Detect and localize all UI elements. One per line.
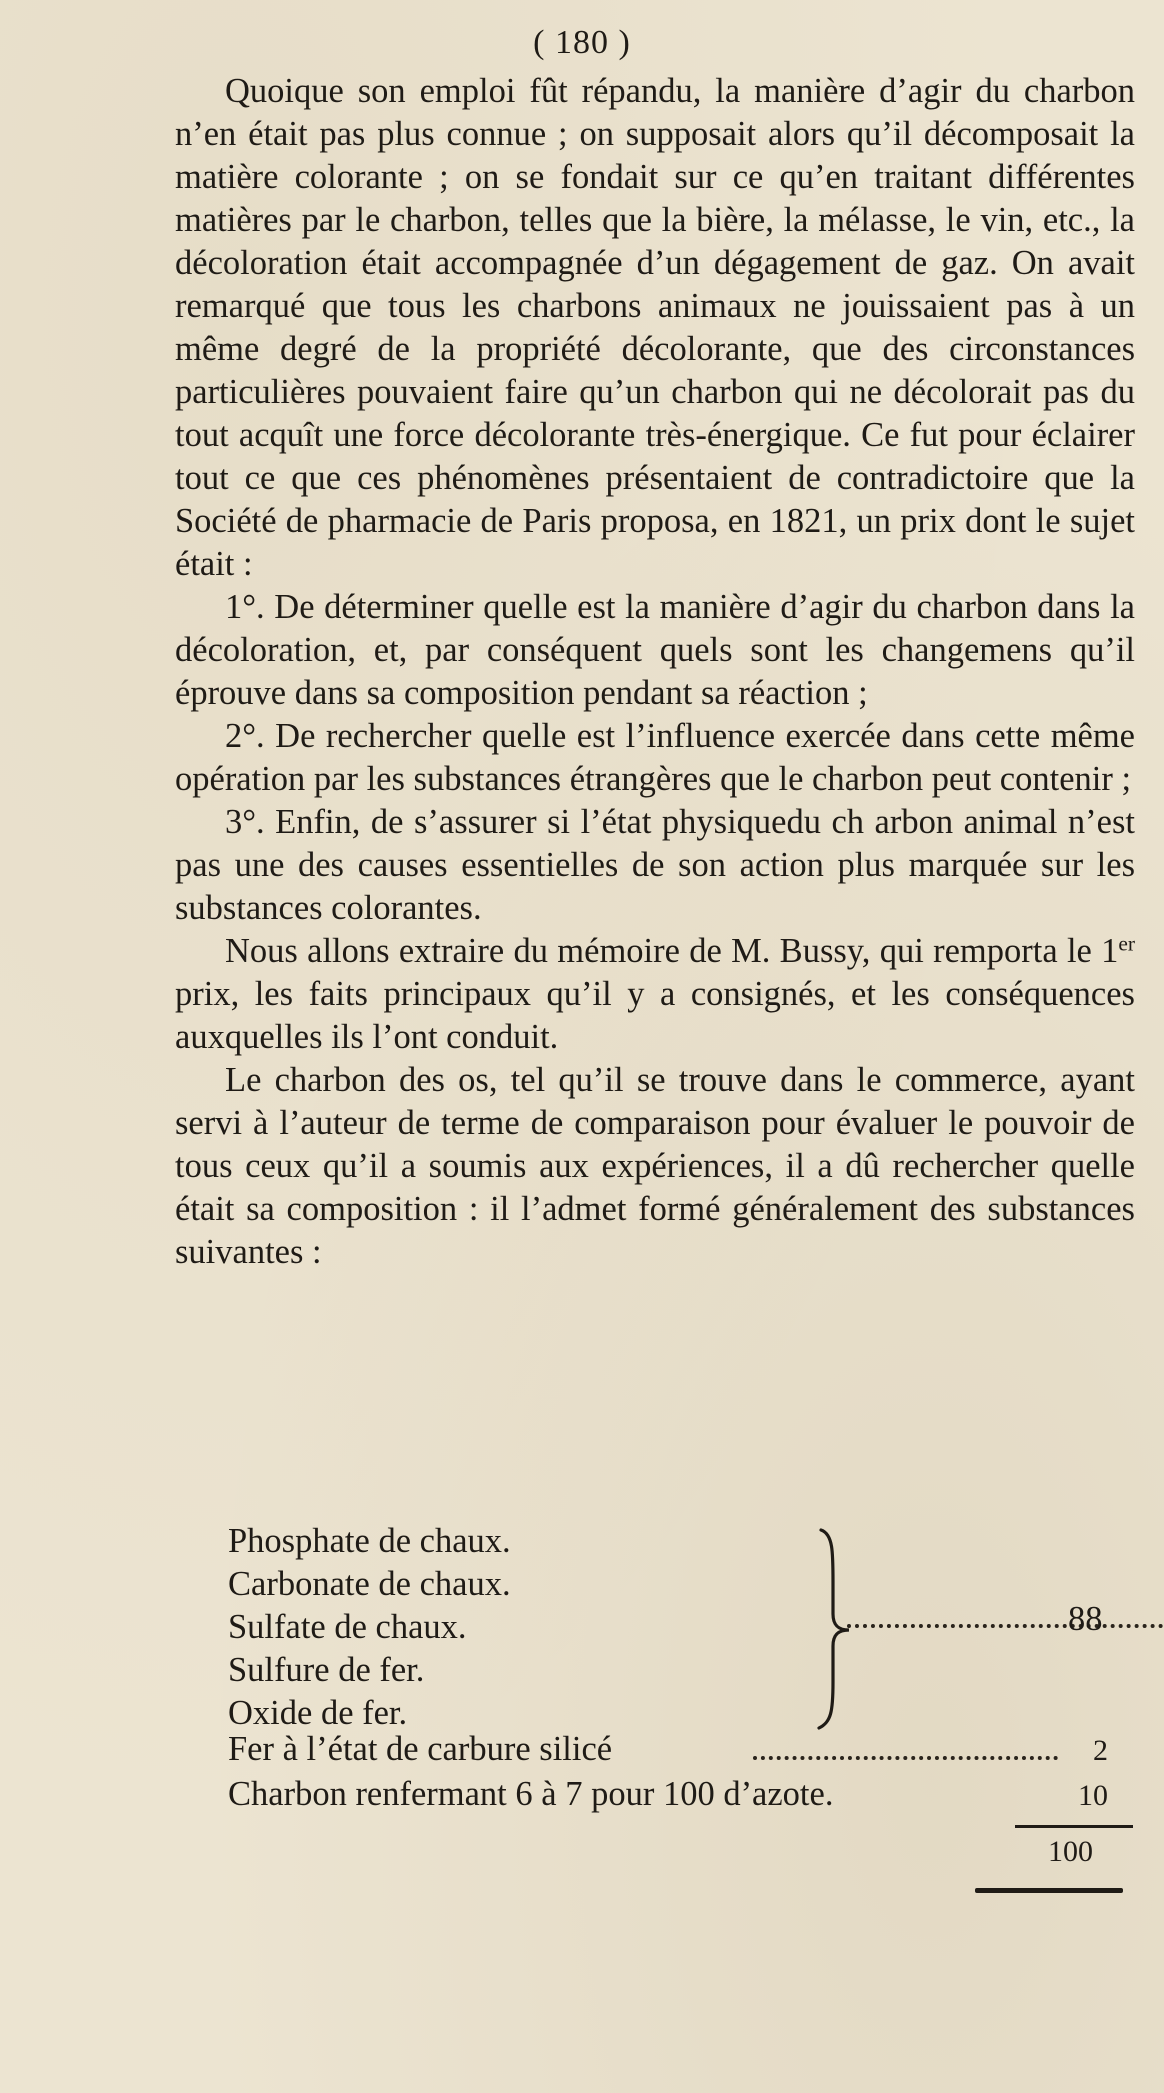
- superscript-er: er: [1118, 931, 1135, 956]
- dot-leader: [753, 1756, 1058, 1760]
- composition-group: [175, 1522, 1135, 1737]
- composition-line-label: Fer à l’état de carbure silicé: [228, 1730, 613, 1768]
- composition-item: Phosphate de chaux.: [228, 1522, 511, 1560]
- total-double-rule: [975, 1888, 1123, 1893]
- curly-brace-icon: [815, 1522, 855, 1737]
- composition-line: [228, 1775, 1108, 1819]
- composition-item: Sulfate de chaux.: [228, 1608, 467, 1646]
- paragraph-bussy: [175, 930, 1135, 1059]
- composition-total: 100: [1048, 1835, 1093, 1868]
- paragraph-bussy-text-after: prix, les faits principaux qu’il y a consignés, et les conséquences auxquelles ils l’ont conduit.: [175, 975, 1135, 1056]
- dot-leader: [847, 1604, 1164, 1628]
- paragraph-composition-intro: Le charbon des os, tel qu’il se trouve dans le commerce, ayant servi à l’auteur de terme de comparaison pour évaluer le pouvoir de tous ceux qu’il a soumis aux expériences, il a dû rechercher quelle était sa composition : il l’admet formé généralement des substances suivantes :: [175, 1061, 1135, 1271]
- composition-line-label: Charbon renfermant 6 à 7 pour 100 d’azote.: [228, 1775, 834, 1813]
- composition-group-value: 88: [1068, 1600, 1103, 1638]
- paragraph-intro: Quoique son emploi fût répandu, la manière d’agir du charbon n’en était pas plus connue ; on supposait alors qu’il décomposait la matière colorante ; on se fondait sur ce qu’en traitant différentes matières par le charbon, telles que la bière, la mélasse, le vin, etc., la décoloration était accompagnée d’un dégagement de gaz. On avait remarqué que tous les charbons animaux ne jouissaient pas à un même degré de la propriété décolorante, que des circonstances particulières pouvaient faire qu’un charbon qui ne décolorait pas du tout acquît une force décolorante très-énergique. Ce fut pour éclairer tout ce que ces phénomènes présentaient de contradictoire que la Société de pharmacie de Paris proposa, en 1821, un prix dont le sujet était :: [175, 72, 1135, 583]
- paragraph-question-2: 2°. De rechercher quelle est l’influence exercée dans cette même opération par les substances étrangères que le charbon peut contenir ;: [175, 717, 1135, 798]
- composition-line-value: 2: [1093, 1734, 1108, 1767]
- composition-line: [228, 1730, 1108, 1774]
- paragraph-question-3: 3°. Enfin, de s’assurer si l’état physiquedu ch arbon animal n’est pas une des causes essentielles de son action plus marquée sur les substances colorantes.: [175, 803, 1135, 927]
- paragraph-bussy-text-before: Nous allons extraire du mémoire de M. Bussy, qui remporta le 1: [225, 932, 1119, 970]
- composition-item: Oxide de fer.: [228, 1694, 408, 1732]
- body-text: [175, 70, 1135, 1274]
- composition-item: Sulfure de fer.: [228, 1651, 425, 1689]
- composition-item: Carbonate de chaux.: [228, 1565, 511, 1603]
- page-number: ( 180 ): [533, 24, 631, 61]
- composition-line-value: 10: [1078, 1779, 1108, 1812]
- total-rule: [1015, 1825, 1133, 1828]
- paragraph-question-1: 1°. De déterminer quelle est la manière d’agir du charbon dans la décoloration, et, par conséquent quels sont les changemens qu’il éprouve dans sa composition pendant sa réaction ;: [175, 588, 1135, 712]
